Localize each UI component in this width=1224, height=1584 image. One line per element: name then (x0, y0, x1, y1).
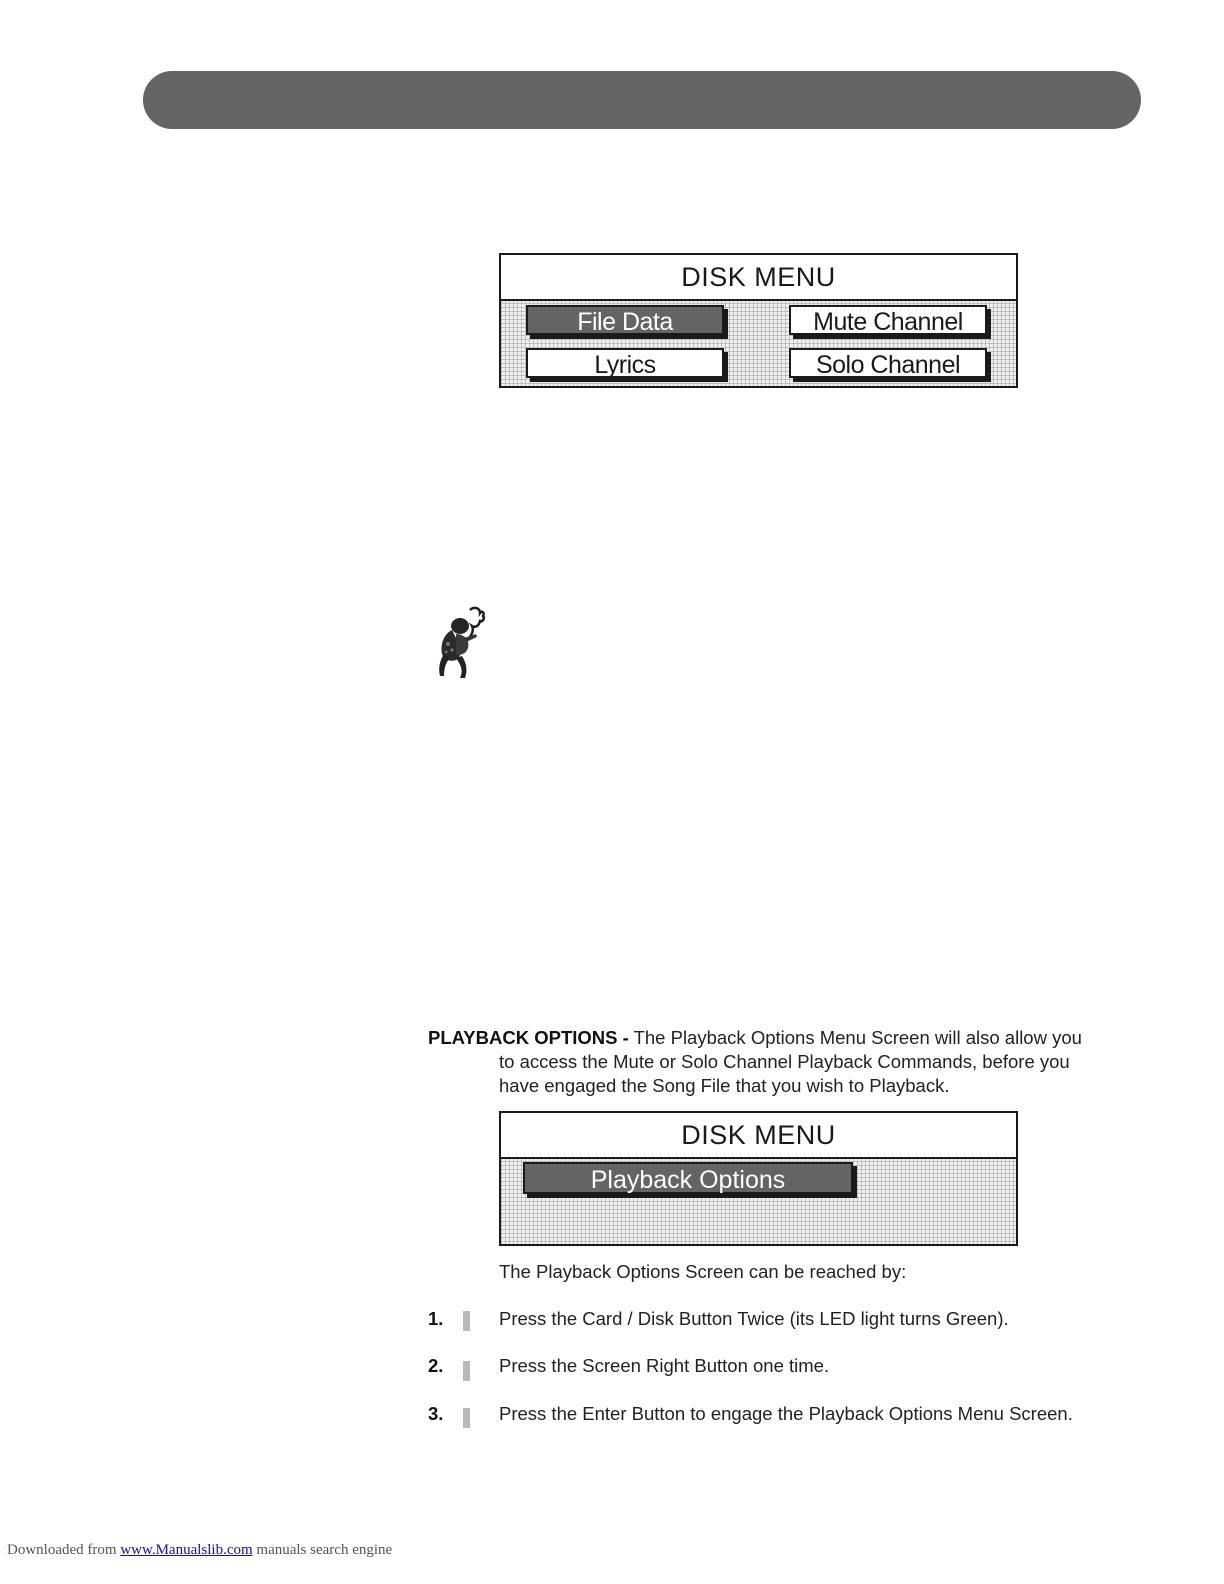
step-text-2: Press the Screen Right Button one time. (499, 1355, 830, 1376)
playback-options-heading: PLAYBACK OPTIONS - (428, 1027, 629, 1048)
reached-by-text: The Playback Options Screen can be reached by: (499, 1261, 907, 1282)
playback-options-button[interactable]: Playback Options (523, 1162, 853, 1194)
footer-prefix: Downloaded from (7, 1542, 117, 1558)
footer-suffix: manuals search engine (256, 1542, 393, 1558)
step-number-3: 3. (428, 1403, 444, 1424)
step-marker-3 (463, 1408, 470, 1428)
playback-options-paragraph (428, 1026, 1082, 1050)
manualslib-link[interactable]: www.Manualslib.com (120, 1542, 253, 1558)
file-data-button[interactable]: File Data (526, 305, 724, 335)
playback-options-line-1: The Playback Options Menu Screen will also allow you (633, 1027, 1082, 1048)
step-marker-1 (463, 1311, 470, 1331)
step-number-1: 1. (428, 1308, 444, 1329)
download-footer (7, 1542, 392, 1559)
disk-menu-screen-playback (499, 1111, 1018, 1246)
disk-menu-title: DISK MENU (501, 255, 1016, 301)
step-text-1: Press the Card / Disk Button Twice (its LED light turns Green). (499, 1308, 1009, 1329)
step-number-2: 2. (428, 1355, 444, 1376)
disk-menu-screen-main (499, 253, 1018, 388)
solo-channel-button[interactable]: Solo Channel (789, 348, 987, 378)
lyrics-button[interactable]: Lyrics (526, 348, 724, 378)
kokopelli-note-icon (430, 604, 486, 680)
playback-options-line-3: have engaged the Song File that you wish to Playback. (499, 1075, 950, 1096)
disk-menu-title: DISK MENU (501, 1113, 1016, 1159)
mute-channel-button[interactable]: Mute Channel (789, 305, 987, 335)
page-header-bar (143, 71, 1141, 129)
step-text-3: Press the Enter Button to engage the Playback Options Menu Screen. (499, 1403, 1073, 1424)
step-marker-2 (463, 1361, 470, 1381)
playback-options-line-2: to access the Mute or Solo Channel Playback Commands, before you (499, 1051, 1070, 1072)
